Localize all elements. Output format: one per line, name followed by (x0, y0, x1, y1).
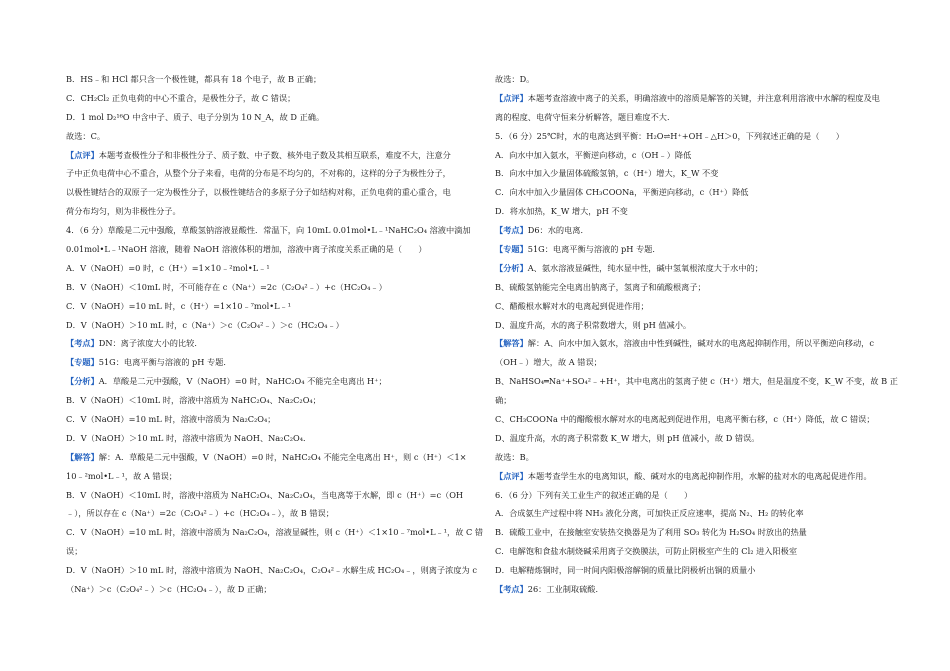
line-text: B．V（NaOH）＜10mL 时，溶液中溶质为 NaHC₂O₄、Na₂C₂O₄，当电离等于水解，即 c（H⁺）=c（OH (66, 489, 464, 500)
line-text: 4．（6 分）草酸是二元中强酸，草酸氢钠溶液显酸性．常温下，向 10mL 0.01mol•L﹣¹NaHC₂O₄ 溶液中滴加 (66, 225, 471, 236)
line-text: C、CH₃COONa 中的醋酸根水解对水的电离起到促进作用，电离平衡右移，c（H⁺）降低，故 C 错误； (495, 414, 875, 425)
line-text: B．V（NaOH）＜10mL 时，溶液中溶质为 NaHC₂O₄、Na₂C₂O₄； (66, 395, 321, 406)
text-line (66, 259, 486, 278)
text-line (495, 221, 915, 240)
text-line (495, 410, 915, 429)
text-line (495, 89, 915, 108)
text-line (66, 316, 486, 335)
text-line (495, 183, 915, 202)
line-text: D．V（NaOH）＞10 mL 时，溶液中溶质为 NaOH、Na₂C₂O₄，C₂O₄²﹣水解生成 HC₂O₄﹣，则离子浓度为 c (66, 565, 477, 576)
section-tag: 【点评】 (495, 470, 528, 481)
text-line (66, 297, 486, 316)
line-text: A．V（NaOH）=0 时，c（H⁺）=1×10﹣²mol•L﹣¹ (66, 262, 270, 273)
text-line (495, 448, 915, 467)
text-line (66, 580, 486, 599)
section-tag: 【点评】 (66, 149, 99, 160)
text-line (66, 486, 486, 505)
line-text: D．V（NaOH）＞10 mL 时，溶液中溶质为 NaOH、Na₂C₂O₄． (66, 432, 312, 443)
line-text: 解：A．草酸是二元中强酸，V（NaOH）=0 时，NaHC₂O₄ 不能完全电离出 H⁺，则 c（H⁺）＜1× (98, 451, 467, 462)
text-line (66, 146, 486, 165)
line-text: B．HS﹣和 HCl 都只含一个极性键，都具有 18 个电子，故 B 正确； (66, 74, 322, 84)
line-text: C．向水中加入少量固体 CH₃COONa，平衡逆向移动，c（H⁺）降低 (495, 187, 749, 198)
line-text: 本题考查溶液中离子的关系，明确溶液中的溶质是解答的关键，并注意利用溶液中水解的程度及电 (527, 92, 880, 103)
text-line (495, 334, 915, 353)
left-column (66, 70, 486, 599)
line-text: C．V（NaOH）=10 mL 时，溶液中溶质为 Na₂C₂O₄，溶液显碱性，则 c（H⁺）＜1×10﹣⁷mol•L﹣¹，故 C 错 (66, 527, 484, 538)
text-line (495, 202, 915, 221)
line-text: 51G：电离平衡与溶液的 pH 专题． (527, 244, 661, 255)
text-line (66, 542, 486, 561)
text-line (66, 89, 486, 108)
line-text: 确； (495, 395, 512, 406)
text-line (495, 127, 915, 146)
line-text: 解：A、向水中加入氨水，溶液由中性到碱性，碱对水的电离起抑制作用，所以平衡逆向移动，c (527, 338, 874, 349)
line-text: D．V（NaOH）＞10 mL 时，c（Na⁺）＞c（C₂O₄²﹣）＞c（HC₂O₄﹣） (66, 319, 344, 330)
line-text: 本题考查极性分子和非极性分子、质子数、中子数、核外电子数及其相互联系，难度不大，注意分 (98, 149, 451, 160)
line-text: 6．（6 分）下列有关工业生产的叙述正确的是（ ） (495, 489, 693, 500)
section-tag: 【考点】 (495, 225, 528, 236)
line-text: 荷分布均匀，则为非极性分子。 (66, 206, 181, 217)
line-text: C．V（NaOH）=10 mL 时，c（H⁺）=1×10﹣⁷mol•L﹣¹ (66, 300, 291, 311)
text-line (495, 429, 915, 448)
text-line (66, 240, 486, 259)
line-text: B．硫酸工业中，在接触室安装热交换器是为了利用 SO₃ 转化为 H₂SO₄ 时放出的热量 (495, 527, 807, 538)
line-text: D6：水的电离． (527, 225, 589, 236)
line-text: D、温度升高，水的离子积常数增大，则 pH 值减小。 (495, 319, 692, 330)
line-text: 0.01mol•L﹣¹NaOH 溶液，随着 NaOH 溶液体积的增加，溶液中离子浓度关系正确的是（ ） (66, 244, 427, 255)
line-text: B、NaHSO₄═Na⁺+SO₄²﹣+H⁺，其中电离出的氢离子使 c（H⁺）增大，但是温度不变，K_W 不变，故 B 正 (495, 376, 898, 387)
text-line (495, 108, 915, 127)
text-line (66, 504, 486, 523)
line-text: C．V（NaOH）=10 mL 时，溶液中溶质为 Na₂C₂O₄； (66, 414, 276, 425)
line-text: 故选：C。 (66, 130, 106, 141)
text-line (495, 580, 915, 599)
text-line (495, 259, 915, 278)
line-text: （OH﹣）增大，故 A 错误； (495, 357, 602, 368)
line-text: B．V（NaOH）＜10mL 时，不可能存在 c（Na⁺）=2c（C₂O₄²﹣）+c（HC₂O₄﹣） (66, 281, 387, 292)
text-line (495, 561, 915, 580)
text-line (66, 429, 486, 448)
text-line (66, 448, 486, 467)
line-text: 51G：电离平衡与溶液的 pH 专题． (98, 357, 232, 368)
line-text: A、氨水溶液显碱性，纯水显中性，碱中氢氧根浓度大于水中的； (527, 262, 763, 273)
section-tag: 【点评】 (495, 92, 528, 103)
line-text: 离的程度、电荷守恒来分析解答，题目难度不大． (495, 111, 676, 122)
line-text: 5．（6 分）25℃时，水的电离达到平衡：H₂O⇌H⁺+OH﹣△H＞0，下列叙述正确的是（ ） (495, 130, 844, 141)
text-line (66, 334, 486, 353)
text-line (66, 183, 486, 202)
line-text: 以极性键结合的双原子一定为极性分子，以极性键结合的多原子分子如结构对称，正负电荷的重心重合，电 (66, 187, 451, 198)
line-text: C、醋酸根水解对水的电离起到促进作用； (495, 300, 649, 311)
line-text: 故选：B。 (495, 451, 534, 462)
text-line (66, 108, 486, 127)
section-tag: 【考点】 (495, 584, 528, 595)
text-line (66, 467, 486, 486)
line-text: D、温度升高，水的离子积常数 K_W 增大，则 pH 值减小，故 D 错误。 (495, 432, 760, 443)
text-line (66, 164, 486, 183)
text-line (66, 202, 486, 221)
text-line (66, 372, 486, 391)
section-tag: 【专题】 (66, 357, 99, 368)
right-column (495, 70, 915, 599)
text-line (495, 391, 915, 410)
line-text: B、硫酸氢钠能完全电离出钠离子，氢离子和硫酸根离子； (495, 281, 706, 292)
line-text: 10﹣²mol•L﹣¹，故 A 错误； (66, 470, 177, 481)
line-text: ﹣），所以存在 c（Na⁺）=2c（C₂O₄²﹣）+c（HC₂O₄﹣），故 B 错误； (66, 508, 334, 519)
section-tag: 【分析】 (66, 376, 99, 387)
text-line (66, 278, 486, 297)
text-line (495, 240, 915, 259)
text-line (495, 542, 915, 561)
line-text: 误； (66, 546, 83, 557)
text-line (66, 353, 486, 372)
line-text: A．合成氨生产过程中将 NH₃ 液化分离，可加快正反应速率，提高 N₂、H₂ 的转化率 (495, 508, 804, 519)
section-tag: 【解答】 (495, 338, 528, 349)
text-line (495, 70, 915, 89)
text-line (495, 297, 915, 316)
text-line (66, 221, 486, 240)
line-text: C．CH₂Cl₂ 正负电荷的中心不重合，是极性分子，故 C 错误； (66, 92, 296, 103)
text-line (66, 561, 486, 580)
line-text: A．向水中加入氨水，平衡逆向移动，c（OH﹣）降低 (495, 149, 692, 160)
line-text: （Na⁺）＞c（C₂O₄²﹣）＞c（HC₂O₄﹣），故 D 正确； (66, 584, 272, 595)
line-text: C．电解饱和食盐水制烧碱采用离子交换膜法，可防止阴极室产生的 Cl₂ 进入阳极室 (495, 546, 798, 557)
line-text: D．将水加热，K_W 增大，pH 不变 (495, 206, 628, 217)
line-text: 故选：D。 (495, 74, 535, 84)
text-line (66, 70, 486, 89)
line-text: A．草酸是二元中强酸，V（NaOH）=0 时，NaHC₂O₄ 不能完全电离出 H⁺； (98, 376, 387, 387)
text-line (495, 316, 915, 335)
text-line (66, 127, 486, 146)
line-text: 26：工业制取硫酸． (527, 584, 604, 595)
text-line (495, 353, 915, 372)
section-tag: 【解答】 (66, 451, 99, 462)
text-line (66, 391, 486, 410)
text-line (495, 164, 915, 183)
section-tag: 【专题】 (495, 244, 528, 255)
line-text: D．1 mol D₂¹⁶O 中含中子、质子、电子分别为 10 N_A，故 D 正确。 (66, 111, 325, 122)
text-line (495, 504, 915, 523)
line-text: B．向水中加入少量固体硫酸氢钠，c（H⁺）增大，K_W 不变 (495, 168, 719, 179)
text-line (495, 467, 915, 486)
text-line (495, 372, 915, 391)
text-line (66, 523, 486, 542)
text-line (495, 278, 915, 297)
section-tag: 【分析】 (495, 262, 528, 273)
line-text: 子中正负电荷中心不重合，从整个分子来看，电荷的分布是不均匀的，不对称的，这样的分子为极性分子， (66, 168, 451, 179)
text-line (495, 486, 915, 505)
line-text: D．电解精炼铜时，同一时间内阳极溶解铜的质量比阴极析出铜的质量小 (495, 565, 756, 576)
text-line (66, 410, 486, 429)
line-text: 本题考查学生水的电离知识，酸、碱对水的电离起抑制作用，水解的盐对水的电离起促进作用。 (527, 470, 872, 481)
text-line (495, 523, 915, 542)
line-text: DN：离子浓度大小的比较． (98, 338, 203, 349)
text-line (495, 146, 915, 165)
section-tag: 【考点】 (66, 338, 99, 349)
